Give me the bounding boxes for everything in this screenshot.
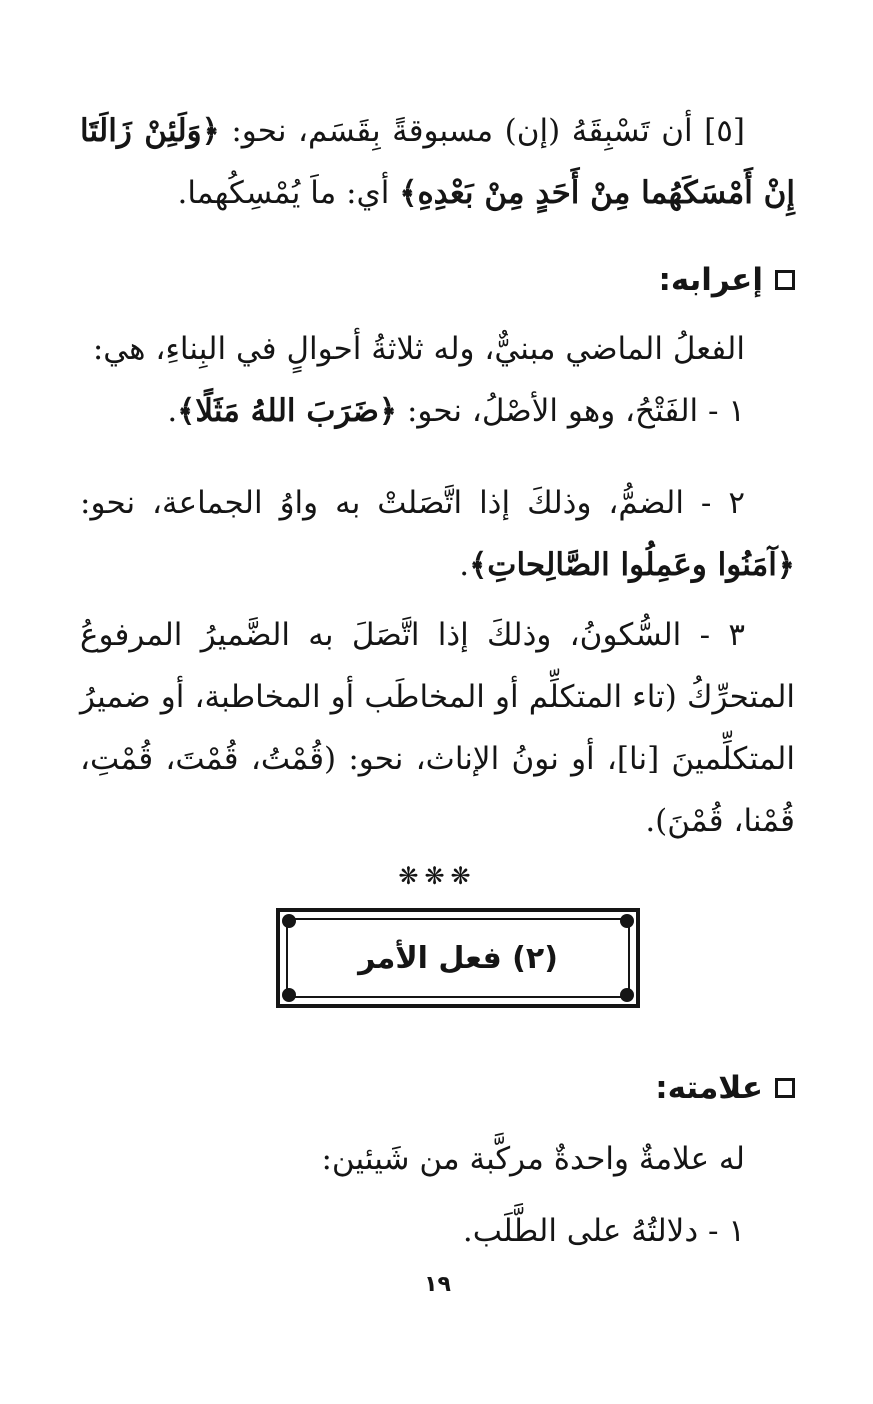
chapter-title-inner: [286, 918, 630, 998]
paragraph: [80, 100, 795, 224]
item-end: .: [167, 393, 178, 429]
item-text: ٢ - الضمُّ، وذلكَ إذا اتَّصَلتْ به واوُ الجماعة، نحو:: [80, 485, 745, 521]
heading-alama: [655, 1068, 795, 1108]
heading-irab: [658, 260, 795, 300]
item-text: ١ - الفَتْحُ، وهو الأصْلُ، نحو:: [397, 393, 745, 429]
paragraph-text: [٥] أن تَسْبِقَهُ (إن) مسبوقةً بِقَسَم، نحو:: [219, 113, 745, 149]
quran-quote: ﴿آمَنُوا وعَمِلُوا الصَّالِحاتِ﴾: [469, 547, 795, 583]
list-item-sukun: [80, 604, 795, 852]
heading-label: علامته:: [655, 1070, 763, 1106]
item-end: .: [459, 547, 470, 583]
square-bullet-icon: [775, 1078, 795, 1098]
square-bullet-icon: [775, 270, 795, 290]
alama-item-1: [80, 1200, 795, 1262]
chapter-title-frame: [276, 908, 640, 1008]
chapter-title: (٢) فعل الأمر: [358, 940, 558, 976]
paragraph-text-end: أي: ماَ يُمْسِكُهما.: [177, 175, 400, 211]
section-5-paragraph: [80, 100, 795, 224]
intro-paragraph: الفعلُ الماضي مبنيٌّ، وله ثلاثةُ أحوالٍ في البِناءِ، هي:: [92, 331, 745, 367]
section-divider-stars: ❋❋❋: [398, 862, 477, 890]
page: [80, 0, 795, 1404]
list-item: [80, 472, 795, 596]
heading-label: إعرابه:: [658, 262, 763, 298]
quran-quote: ﴿وَلَئِنْ زَالَتَا إِنْ أَمْسَكَهُما مِنْ أَحَدٍ مِنْ بَعْدِهِ﴾: [80, 113, 795, 211]
alama-intro: [80, 1128, 795, 1190]
list-item: ٣ - السُّكونُ، وذلكَ إذا اتَّصَلَ به الضَّميرُ المرفوعُ المتحرِّكُ (تاء المتكلِّم أو المخاطَب أو المخاطبة، أو ضميرُ المتكلِّمينَ [نا]، أو نونُ الإناث، نحو: (قُمْتُ، قُمْتَ، قُمْتِ، قُمْنا، قُمْنَ).: [80, 617, 795, 839]
list-item-fath: [80, 380, 795, 442]
quran-quote: ﴿ضَرَبَ اللهُ مَثَلًا﴾: [177, 393, 398, 429]
list-item: ١ - دلالتُهُ على الطَّلَب.: [462, 1213, 745, 1249]
paragraph: له علامةٌ واحدةٌ مركَّبة من شَيئين:: [321, 1141, 745, 1177]
irab-content: [80, 318, 795, 442]
page-number: ١٩: [424, 1272, 451, 1297]
list-item-damm: [80, 472, 795, 596]
